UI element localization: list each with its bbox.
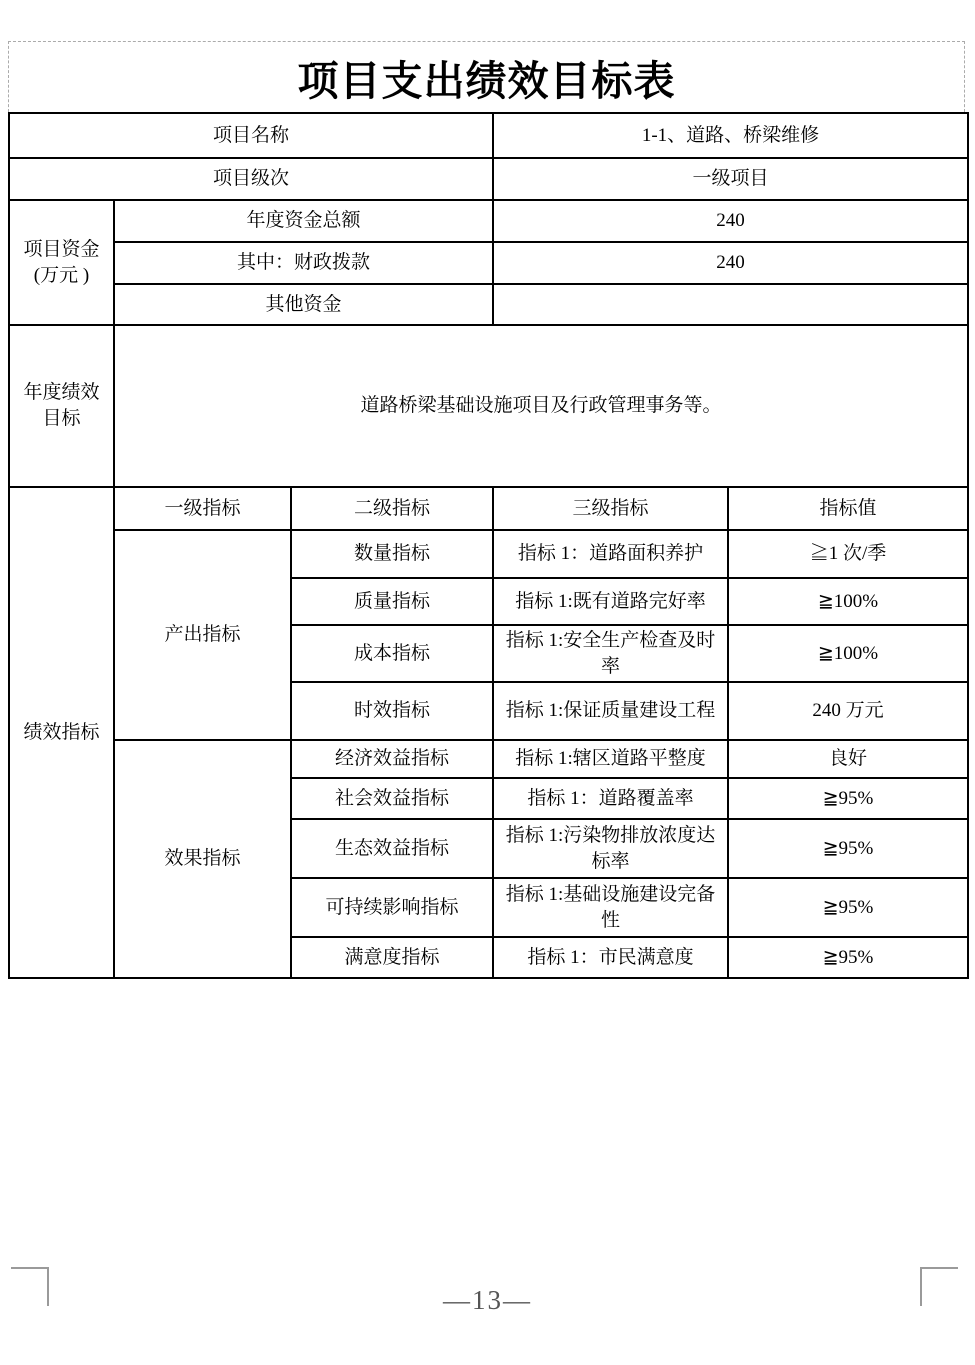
level3-label: 指标 1:安全生产检查及时率	[493, 625, 728, 682]
level2-label: 数量指标	[291, 530, 493, 578]
level2-label: 成本指标	[291, 625, 493, 682]
table-row-indicator-header	[9, 487, 968, 530]
level3-label: 指标 1：市民满意度	[493, 937, 728, 978]
indicator-value: ≧100%	[728, 625, 968, 682]
indicator-value: ≧100%	[728, 578, 968, 625]
level3-label: 指标 1:保证质量建设工程	[493, 682, 728, 740]
indicator-value: ≧95%	[728, 778, 968, 819]
funding-other-value	[493, 284, 968, 325]
level2-label: 时效指标	[291, 682, 493, 740]
annual-target-label	[9, 325, 114, 487]
level1-effect-indicators: 效果指标	[114, 740, 291, 978]
indicators-group-label: 绩效指标	[9, 487, 114, 978]
header-value: 指标值	[728, 487, 968, 530]
project-name-value: 1-1、道路、桥梁维修	[493, 113, 968, 158]
level2-label: 社会效益指标	[291, 778, 493, 819]
page-title: 项目支出绩效目标表	[297, 57, 676, 104]
indicator-value: ≧95%	[728, 937, 968, 978]
indicator-value: ≧95%	[728, 819, 968, 878]
level2-label: 质量指标	[291, 578, 493, 625]
level3-label: 指标 1:基础设施建设完备性	[493, 878, 728, 937]
annual-target-label-line2: 目标	[42, 408, 81, 429]
level3-label: 指标 1：道路面积养护	[493, 530, 728, 578]
level3-label: 指标 1:辖区道路平整度	[493, 740, 728, 778]
table-row-project-name	[9, 113, 968, 158]
funding-group-label	[9, 200, 114, 325]
table-row-indicator	[9, 530, 968, 578]
funding-fiscal-label: 其中：财政拨款	[114, 242, 493, 284]
title-frame	[8, 41, 965, 112]
funding-total-label: 年度资金总额	[114, 200, 493, 242]
level2-label: 生态效益指标	[291, 819, 493, 878]
indicator-value: 良好	[728, 740, 968, 778]
level1-output-indicators: 产出指标	[114, 530, 291, 740]
level2-label: 满意度指标	[291, 937, 493, 978]
page-number: —13—	[443, 1285, 532, 1315]
header-level3: 三级指标	[493, 487, 728, 530]
performance-target-table	[8, 112, 969, 979]
level3-label: 指标 1:既有道路完好率	[493, 578, 728, 625]
funding-fiscal-value: 240	[493, 242, 968, 284]
level2-label: 可持续影响指标	[291, 878, 493, 937]
table-row-funding-fiscal	[9, 242, 968, 284]
table-row-project-level	[9, 158, 968, 200]
indicator-value: ≧1 次/季	[728, 530, 968, 578]
annual-target-content: 道路桥梁基础设施项目及行政管理事务等。	[114, 325, 968, 487]
table-row-annual-target	[9, 325, 968, 487]
annual-target-label-line1: 年度绩效	[23, 382, 100, 404]
level3-label: 指标 1：道路覆盖率	[493, 778, 728, 819]
table-row-funding-other	[9, 284, 968, 325]
funding-group-label-line2: (万元 )	[33, 264, 90, 286]
funding-other-label: 其他资金	[114, 284, 493, 325]
funding-total-value: 240	[493, 200, 968, 242]
level3-label: 指标 1:污染物排放浓度达标率	[493, 819, 728, 878]
funding-group-label-line1: 项目资金	[23, 238, 100, 260]
table-row-funding-total	[9, 200, 968, 242]
table-row-indicator	[9, 740, 968, 778]
header-level1: 一级指标	[114, 487, 291, 530]
indicator-value: 240 万元	[728, 682, 968, 740]
level2-label: 经济效益指标	[291, 740, 493, 778]
header-level2: 二级指标	[291, 487, 493, 530]
project-name-label: 项目名称	[9, 113, 493, 158]
project-level-label: 项目级次	[9, 158, 493, 200]
indicator-value: ≧95%	[728, 878, 968, 937]
project-level-value: 一级项目	[493, 158, 968, 200]
